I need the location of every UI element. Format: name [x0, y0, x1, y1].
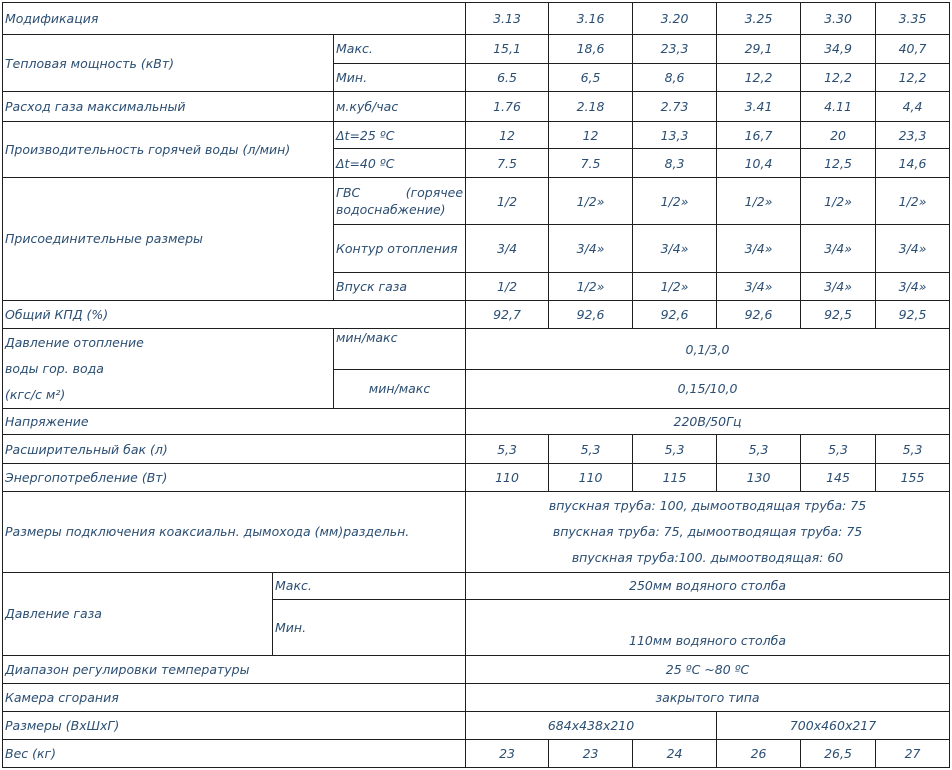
heat-max-label: Макс.: [334, 35, 466, 63]
spec-table: [2, 2, 950, 768]
hot-water-label: Производительность горячей воды (л/мин): [3, 122, 334, 178]
temp-range-value: 25 ºC ~80 ºC: [466, 655, 950, 683]
dt25-value: 20: [801, 122, 876, 149]
row-power: [3, 463, 950, 491]
power-value: 155: [876, 463, 950, 491]
flue-line: впускная труба: 75, дымоотводящая труба: 75: [552, 523, 863, 539]
heat-max-value: 40,7: [876, 35, 950, 63]
efficiency-value: 92,7: [466, 301, 549, 329]
dt40-value: 7.5: [466, 149, 549, 177]
gas-flow-value: 3.41: [717, 91, 801, 121]
weight-value: 24: [633, 739, 717, 768]
weight-value: 23: [466, 739, 549, 768]
row-weight: [3, 739, 950, 768]
heat-min-value: 8,6: [633, 63, 717, 91]
heat-output-label: Тепловая мощность (кВт): [3, 35, 334, 92]
heat-max-value: 34,9: [801, 35, 876, 63]
row-expansion-tank: [3, 435, 950, 463]
gas-flow-unit: м.куб/час: [334, 91, 466, 121]
row-dimensions: [3, 712, 950, 739]
pressure-dhw-label: мин/макс: [334, 369, 466, 408]
power-label: Энергопотребление (Вт): [3, 463, 466, 491]
efficiency-value: 92,6: [549, 301, 633, 329]
conn-dhw-value: 1/2»: [801, 177, 876, 224]
expansion-tank-value: 5,3: [633, 435, 717, 463]
expansion-tank-value: 5,3: [717, 435, 801, 463]
conn-gas-value: 3/4»: [801, 272, 876, 300]
gas-pressure-min-label: Мин.: [273, 600, 466, 656]
heat-min-value: 6.5: [466, 63, 549, 91]
expansion-tank-value: 5,3: [549, 435, 633, 463]
heat-min-value: 12,2: [876, 63, 950, 91]
heat-max-value: 23,3: [633, 35, 717, 63]
expansion-tank-value: 5,3: [466, 435, 549, 463]
heat-min-label: Мин.: [334, 63, 466, 91]
dt40-value: 8,3: [633, 149, 717, 177]
dt40-value: 10,4: [717, 149, 801, 177]
flue-line: впускная труба:100. дымоотводящая: 60: [571, 549, 844, 565]
power-value: 110: [549, 463, 633, 491]
gas-pressure-max-label: Макс.: [273, 572, 466, 599]
dt40-value: 12,5: [801, 149, 876, 177]
power-value: 145: [801, 463, 876, 491]
weight-value: 26,5: [801, 739, 876, 768]
conn-gas-label: Впуск газа: [334, 272, 466, 300]
model-value: 3.25: [717, 3, 801, 35]
pressure-dhw-value: 0,15/10,0: [466, 369, 950, 408]
row-gas-flow: [3, 91, 950, 121]
expansion-tank-value: 5,3: [801, 435, 876, 463]
conn-heating-value: 3/4»: [549, 225, 633, 272]
model-value: 3.13: [466, 3, 549, 35]
row-gas-pressure-max: [3, 572, 950, 599]
conn-dhw-value: 1/2: [466, 177, 549, 224]
row-model: [3, 3, 950, 35]
model-value: 3.35: [876, 3, 950, 35]
conn-heating-value: 3/4»: [801, 225, 876, 272]
gas-flow-value: 2.73: [633, 91, 717, 121]
dt25-value: 16,7: [717, 122, 801, 149]
pressure-heating-label: мин/макс: [334, 329, 466, 369]
row-chamber: [3, 683, 950, 711]
expansion-tank-label: Расширительный бак (л): [3, 435, 466, 463]
gas-pressure-min-value: 110мм водяного столба: [466, 600, 950, 656]
dt25-value: 23,3: [876, 122, 950, 149]
model-value: 3.16: [549, 3, 633, 35]
connections-label: Присоединительные размеры: [3, 177, 334, 300]
weight-value: 26: [717, 739, 801, 768]
temp-range-label: Диапазон регулировки температуры: [3, 655, 466, 683]
efficiency-value: 92,6: [633, 301, 717, 329]
efficiency-value: 92,5: [801, 301, 876, 329]
conn-gas-value: 3/4»: [717, 272, 801, 300]
dt25-value: 13,3: [633, 122, 717, 149]
heat-max-value: 15,1: [466, 35, 549, 63]
dt40-label: Δt=40 ºC: [334, 149, 466, 177]
power-value: 130: [717, 463, 801, 491]
conn-dhw-value: 1/2»: [633, 177, 717, 224]
flue-values: [466, 491, 950, 572]
model-label: Модификация: [3, 3, 466, 35]
efficiency-value: 92,6: [717, 301, 801, 329]
pressure-label-line: Давление отопление: [5, 334, 144, 350]
voltage-label: Напряжение: [3, 409, 466, 435]
power-value: 115: [633, 463, 717, 491]
conn-heating-value: 3/4»: [633, 225, 717, 272]
weight-value: 23: [549, 739, 633, 768]
voltage-value: 220В/50Гц: [466, 409, 950, 435]
pressure-label: [3, 329, 334, 409]
row-temp-range: [3, 655, 950, 683]
pressure-label-line: воды гор. вода: [5, 360, 104, 376]
conn-heating-label: Контур отопления: [334, 225, 466, 272]
dt40-value: 14,6: [876, 149, 950, 177]
row-voltage: [3, 409, 950, 435]
row-efficiency: [3, 301, 950, 329]
conn-gas-value: 1/2: [466, 272, 549, 300]
power-value: 110: [466, 463, 549, 491]
conn-dhw-label: ГВС (горячее водоснабжение): [334, 177, 466, 224]
dt40-value: 7.5: [549, 149, 633, 177]
dt25-label: Δt=25 ºC: [334, 122, 466, 149]
conn-dhw-value: 1/2»: [876, 177, 950, 224]
flue-line: впускная труба: 100, дымоотводящая труба: 75: [548, 497, 867, 513]
row-conn-dhw: [3, 177, 950, 224]
heat-max-value: 18,6: [549, 35, 633, 63]
gas-flow-value: 2.18: [549, 91, 633, 121]
efficiency-value: 92,5: [876, 301, 950, 329]
row-heat-max: [3, 35, 950, 63]
conn-gas-value: 3/4»: [876, 272, 950, 300]
row-pressure-heating: [3, 329, 950, 369]
expansion-tank-value: 5,3: [876, 435, 950, 463]
conn-gas-value: 1/2»: [633, 272, 717, 300]
conn-gas-value: 1/2»: [549, 272, 633, 300]
conn-heating-value: 3/4: [466, 225, 549, 272]
dimensions-label: Размеры (ВхШхГ): [3, 712, 466, 739]
gas-flow-value: 4,4: [876, 91, 950, 121]
gas-flow-label: Расход газа максимальный: [3, 91, 334, 121]
dt25-value: 12: [549, 122, 633, 149]
conn-heating-value: 3/4»: [717, 225, 801, 272]
pressure-heating-value: 0,1/3,0: [466, 329, 950, 369]
gas-pressure-label: Давление газа: [3, 572, 273, 655]
dimensions-value: 700x460x217: [717, 712, 950, 739]
gas-pressure-max-value: 250мм водяного столба: [466, 572, 950, 599]
efficiency-label: Общий КПД (%): [3, 301, 466, 329]
dt25-value: 12: [466, 122, 549, 149]
conn-dhw-value: 1/2»: [549, 177, 633, 224]
weight-label: Вес (кг): [3, 739, 466, 768]
weight-value: 27: [876, 739, 950, 768]
model-value: 3.30: [801, 3, 876, 35]
row-flue: [3, 491, 950, 572]
heat-min-value: 12,2: [717, 63, 801, 91]
conn-dhw-value: 1/2»: [717, 177, 801, 224]
chamber-value: закрытого типа: [466, 683, 950, 711]
gas-flow-value: 1.76: [466, 91, 549, 121]
model-value: 3.20: [633, 3, 717, 35]
flue-label: Размеры подключения коаксиальн. дымохода (мм)раздельн.: [3, 491, 466, 572]
pressure-label-line: (кгс/с м²): [5, 386, 66, 402]
row-hot-water-25: [3, 122, 950, 149]
gas-flow-value: 4.11: [801, 91, 876, 121]
heat-max-value: 29,1: [717, 35, 801, 63]
conn-heating-value: 3/4»: [876, 225, 950, 272]
heat-min-value: 12,2: [801, 63, 876, 91]
dimensions-value: 684x438x210: [466, 712, 717, 739]
chamber-label: Камера сгорания: [3, 683, 466, 711]
heat-min-value: 6,5: [549, 63, 633, 91]
